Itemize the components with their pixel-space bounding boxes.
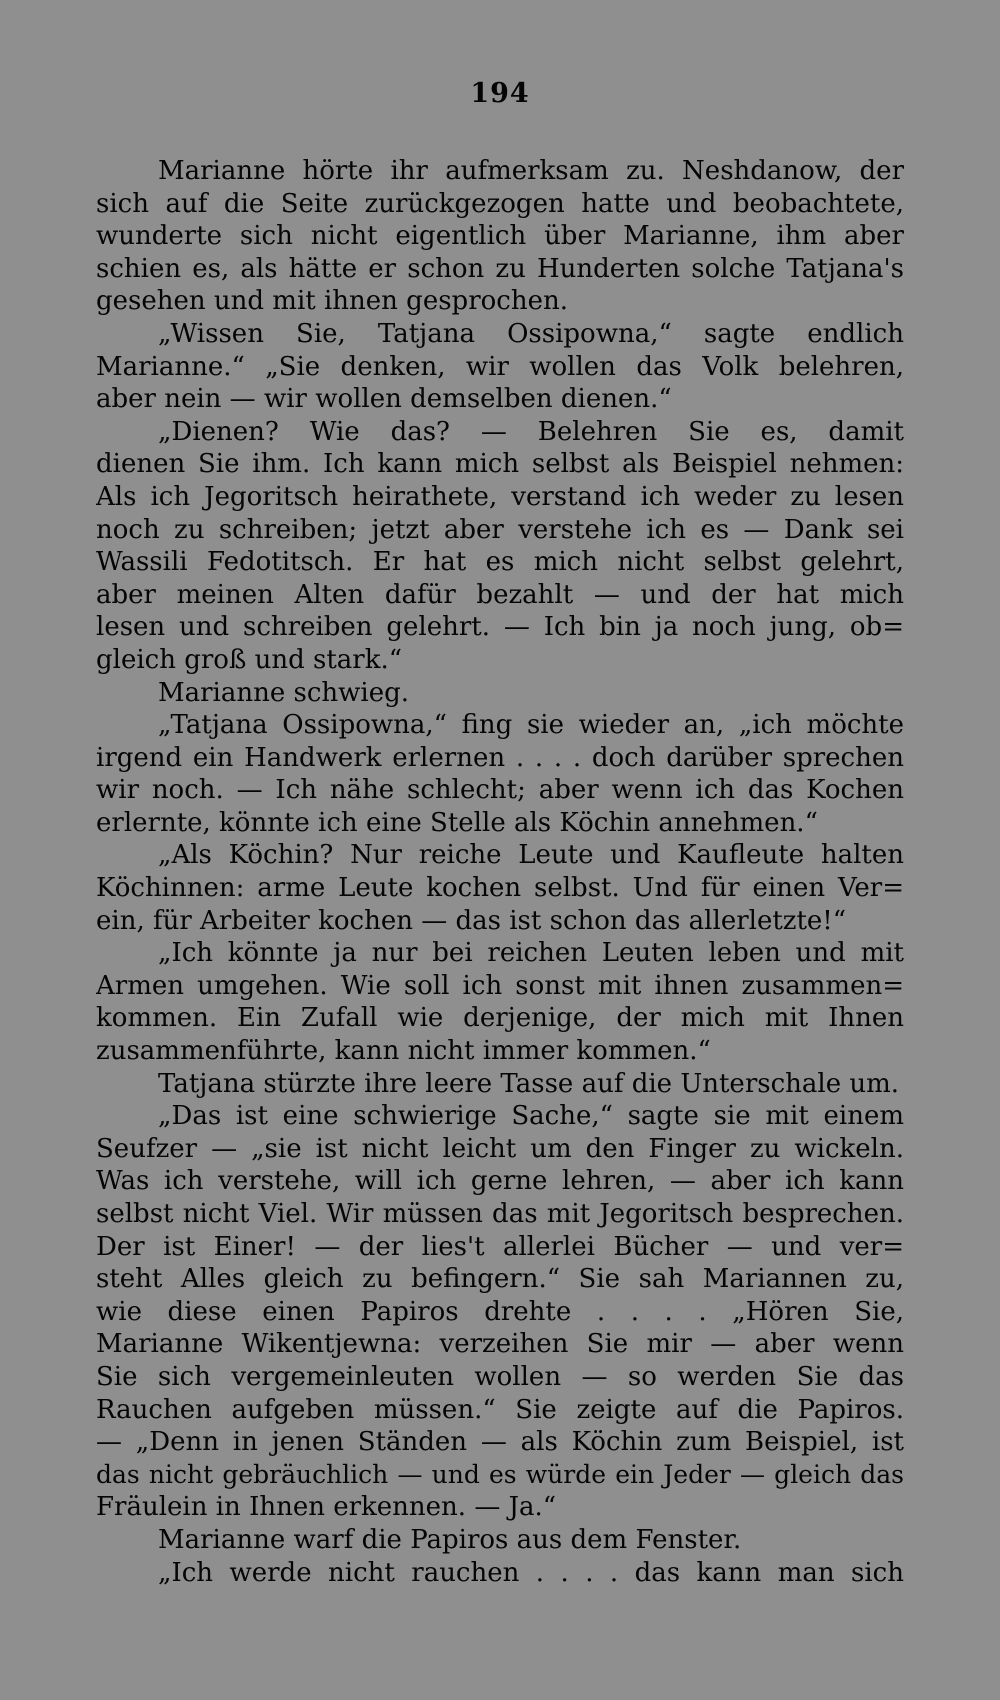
text-line: Sie sich vergemeinleuten wollen — so werden Sie das	[96, 1361, 904, 1392]
text-line: Seufzer — „sie ist nicht leicht um den Finger zu wickeln.	[96, 1133, 904, 1164]
text-line: Als ich Jegoritsch heirathete, verstand ich weder zu lesen	[96, 481, 904, 512]
text-line: ein, für Arbeiter kochen — das ist schon das allerletzte!“	[96, 905, 847, 936]
text-line: „Ich könnte ja nur bei reichen Leuten leben und mit	[158, 938, 904, 969]
text-line: erlernte, könnte ich eine Stelle als Köchin annehmen.“	[96, 807, 818, 838]
text-line: sich auf die Seite zurückgezogen hatte und beobachtete,	[96, 188, 904, 219]
text-line: Marianne Wikentjewna: verzeihen Sie mir — aber wenn	[96, 1329, 904, 1360]
text-line: „Tatjana Ossipowna,“ fing sie wieder an, „ich möchte	[158, 710, 904, 741]
text-line: Tatjana stürzte ihre leere Tasse auf die Unterschale um.	[158, 1068, 900, 1099]
page-number: 194	[470, 78, 530, 109]
text-line: gleich groß und stark.“	[96, 644, 403, 675]
text-line: wunderte sich nicht eigentlich über Marianne, ihm aber	[96, 221, 904, 252]
text-line: Armen umgehen. Wie soll ich sonst mit ihnen zusammen=	[96, 970, 904, 1001]
text-line: Köchinnen: arme Leute kochen selbst. Und für einen Ver=	[96, 873, 904, 904]
text-line: „Das ist eine schwierige Sache,“ sagte sie mit einem	[158, 1101, 904, 1132]
text-line: aber nein — wir wollen demselben dienen.“	[96, 384, 672, 415]
text-line: irgend ein Handwerk erlernen . . . . doch darüber sprechen	[96, 742, 904, 773]
text-line: Was ich verstehe, will ich gerne lehren, — aber ich kann	[96, 1166, 904, 1197]
text-line: Marianne warf die Papiros aus dem Fenster.	[158, 1524, 742, 1555]
text-line: — „Denn in jenen Ständen — als Köchin zum Beispiel, ist	[96, 1427, 904, 1458]
text-line: Marianne schwieg.	[158, 677, 410, 708]
text-line: wir noch. — Ich nähe schlecht; aber wenn ich das Kochen	[96, 775, 904, 806]
text-line: Rauchen aufgeben müssen.“ Sie zeigte auf die Papiros.	[96, 1394, 904, 1425]
text-line: das nicht gebräuchlich — und es würde ein Jeder — gleich das	[96, 1459, 904, 1489]
text-line: Fräulein in Ihnen erkennen. — Ja.“	[96, 1492, 557, 1523]
text-line: dienen Sie ihm. Ich kann mich selbst als Beispiel nehmen:	[96, 449, 904, 480]
text-line: wie diese einen Papiros drehte . . . . „Hören Sie,	[96, 1296, 904, 1327]
text-line: selbst nicht Viel. Wir müssen das mit Jegoritsch besprechen.	[96, 1199, 904, 1229]
text-line: „Als Köchin? Nur reiche Leute und Kaufleute halten	[158, 840, 904, 871]
text-line: zusammenführte, kann nicht immer kommen.“	[96, 1036, 711, 1067]
text-line: schien es, als hätte er schon zu Hunderten solche Tatjana's	[96, 253, 904, 284]
text-line: noch zu schreiben; jetzt aber verstehe ich es — Dank sei	[96, 514, 904, 545]
text-line: steht Alles gleich zu befingern.“ Sie sah Mariannen zu,	[96, 1264, 904, 1295]
text-line: gesehen und mit ihnen gesprochen.	[96, 286, 568, 317]
text-line: Der ist Einer! — der lies't allerlei Bücher — und ver=	[96, 1231, 904, 1262]
text-line: „Ich werde nicht rauchen . . . . das kann man sich	[158, 1557, 904, 1588]
text-line: aber meinen Alten dafür bezahlt — und der hat mich	[96, 579, 904, 610]
text-line: kommen. Ein Zufall wie derjenige, der mich mit Ihnen	[96, 1003, 904, 1034]
body-text	[96, 155, 904, 1589]
text-line: lesen und schreiben gelehrt. — Ich bin ja noch jung, ob=	[96, 612, 904, 643]
text-line: Marianne.“ „Sie denken, wir wollen das Volk belehren,	[96, 351, 904, 382]
text-line: Wassili Fedotitsch. Er hat es mich nicht selbst gelehrt,	[96, 547, 904, 578]
text-line: „Wissen Sie, Tatjana Ossipowna,“ sagte endlich	[158, 318, 904, 349]
text-line: Marianne hörte ihr aufmerksam zu. Neshdanow, der	[158, 156, 904, 186]
text-line: „Dienen? Wie das? — Belehren Sie es, damit	[158, 416, 904, 447]
